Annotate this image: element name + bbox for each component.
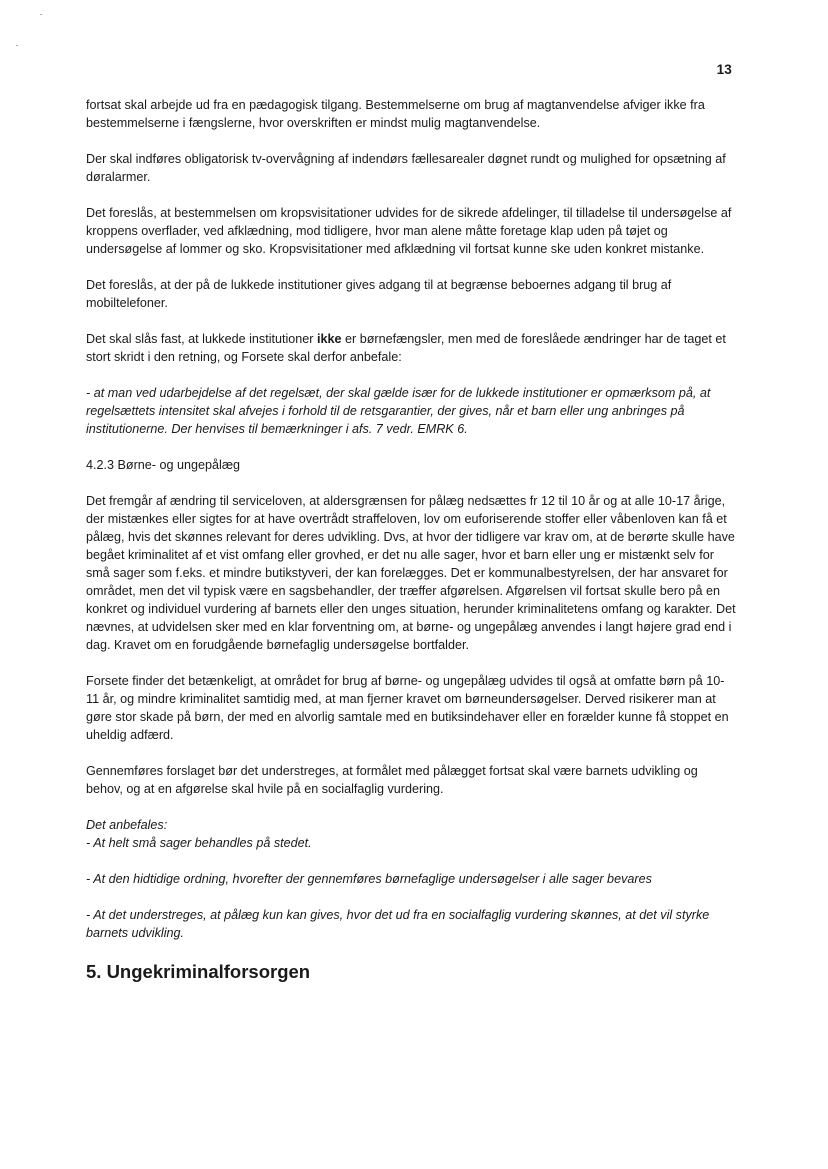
paragraph-text: Det skal slås fast, at lukkede institutioner (86, 332, 317, 346)
subsection-heading: 4.2.3 Børne- og ungepålæg (86, 458, 241, 472)
recommendations-heading: Det anbefales: (86, 818, 168, 832)
recommendation-regelsaet: - at man ved udarbejdelse af det regelsæt, der skal gælde især for de lukkede institutioner er opmærksom på, at regelsættets intensitet skal afvejes i forhold til de retsgarantier, der gives, når et barn eller ung anbringes på institutionerne. Der henvises til bemærkninger i afs. 7 vedr. EMRK 6. (86, 386, 711, 436)
recommendation-item: - At den hidtidige ordning, hvorefter der gennemføres børnefaglige undersøgelser i alle sager bevares (86, 872, 652, 886)
paragraph-magtanvendelse: fortsat skal arbejde ud fra en pædagogisk tilgang. Bestemmelserne om brug af magtanvendelse afviger ikke fra bestemmelserne i fængslerne, hvor overskriften er mindst mulig magtanvendelse. (86, 98, 705, 130)
page-number: 13 (716, 62, 732, 77)
paragraph-text: er børnefængsler, men med de foreslåede ændringer har de taget et stort skridt i den retning, og Forsete skal derfor anbefale: (86, 332, 726, 364)
section-heading: 5. Ungekriminalforsorgen (86, 961, 311, 982)
scan-speck (40, 14, 42, 15)
paragraph-servicelov: Det fremgår af ændring til serviceloven, at aldersgrænsen for pålæg nedsættes fr 12 til 10 år og at alle 10-17 årige, der mistænkes eller sigtes for at have overtrådt straffeloven, lov om euforiserende stoffer eller våbenloven kan få et pålæg, hvis det skønnes relevant for deres udvikling. Dvs, at hvor der tidligere var krav om, at de berørte skulle have begået kriminalitet af et vist omfang eller grovhed, er det nu alle sager, hvor et barn eller ung er mistænkt selv for små sager som f.eks. et mindre butikstyveri, der kan forelægges. Det er kommunalbestyrelsen, der har ansvaret for området, men det vil typisk være en sagsbehandler, der træffer afgørelsen. Afgørelsen vil fortsat skulle bero på en konkret og individuel vurdering af barnets eller den unges situation, herunder kriminalitetens omfang og karakter. Det nævnes, at udvidelsen sker med en klar forventning om, at børne- og ungepålæg anvendes i langt højere grad end i dag. Kravet om en forudgående børnefaglig undersøgelse bortfalder. (86, 494, 736, 652)
scan-speck (16, 45, 18, 46)
paragraph-mobiltelefoner: Det foreslås, at der på de lukkede institutioner gives adgang til at begrænse beboernes adgang til brug af mobiltelefoner. (86, 278, 672, 310)
paragraph-kropsvisitationer: Det foreslås, at bestemmelsen om kropsvisitationer udvides for de sikrede afdelinger, til tilladelse til undersøgelse af kroppens overflader, ved afklædning, mod tidligere, hvor man alene måtte foretage klap uden på tøjet og undersøgelse af lommer og sko. Kropsvisitationer med afklædning vil fortsat kunne ske uden konkret mistanke. (86, 206, 732, 256)
paragraph-tv-overvaagning: Der skal indføres obligatorisk tv-overvågning af indendørs fællesarealer døgnet rundt og mulighed for opsætning af døralarmer. (86, 152, 726, 184)
paragraph-boernefaengsler (86, 330, 736, 366)
paragraph-betaenkeligt: Forsete finder det betænkeligt, at området for brug af børne- og ungepålæg udvides til også at omfatte børn på 10-11 år, og mindre kriminalitet samtidig med, at man fjerner kravet om børneundersøgelser. Derved risikerer man at gøre stor skade på børn, der med en alvorlig samtale med en butiksindehaver eller en forælder kunne få stoppet en uheldig adfærd. (86, 674, 729, 742)
paragraph-gennemfoeres: Gennemføres forslaget bør det understreges, at formålet med pålægget fortsat skal være barnets udvikling og behov, og at en afgørelse skal hvile på en socialfaglig vurdering. (86, 764, 698, 796)
emphasis-ikke: ikke (317, 332, 342, 346)
recommendation-item: - At helt små sager behandles på stedet. (86, 836, 312, 850)
recommendation-item: - At det understreges, at pålæg kun kan gives, hvor det ud fra en socialfaglig vurdering skønnes, at det vil styrke barnets udvikling. (86, 908, 710, 940)
document-body (86, 96, 736, 984)
